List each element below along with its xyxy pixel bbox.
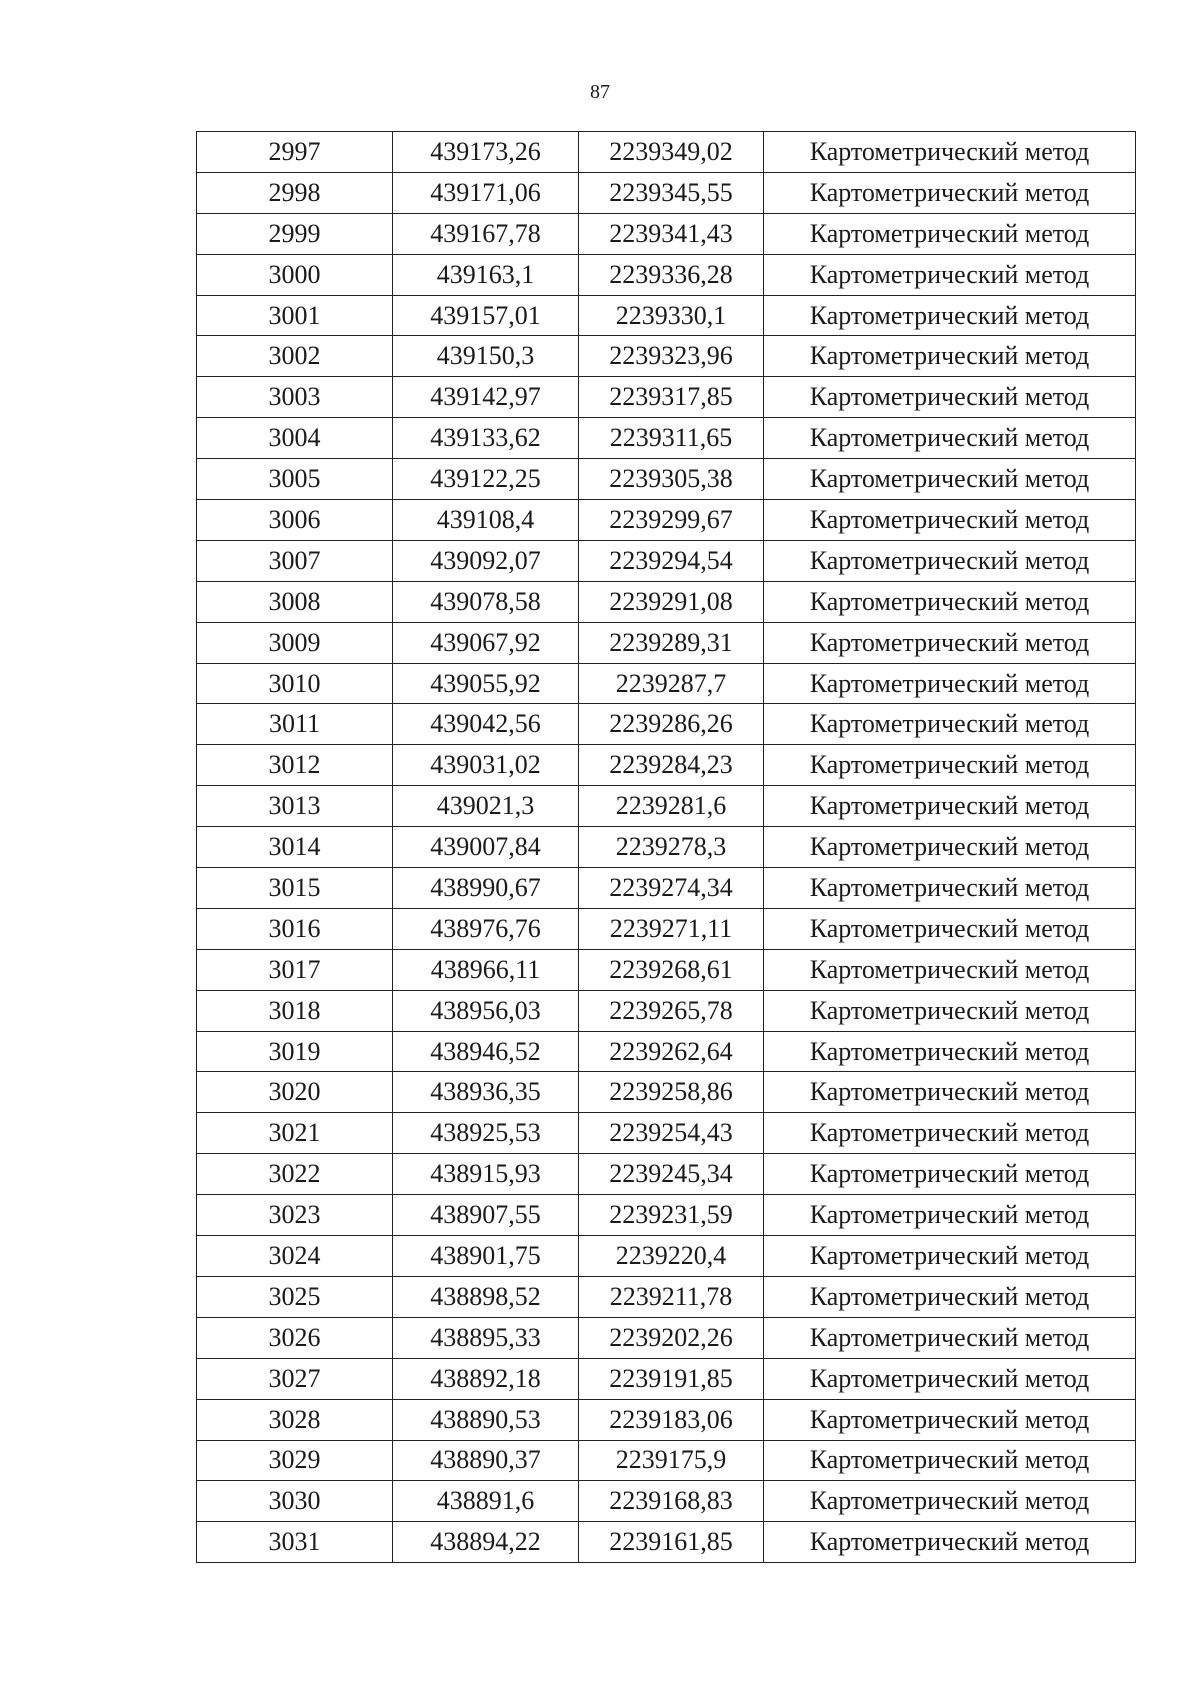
x-coordinate-cell: 439067,92 <box>393 622 579 663</box>
point-number-cell: 3016 <box>197 908 393 949</box>
point-number-cell: 3011 <box>197 704 393 745</box>
point-number-cell: 3020 <box>197 1072 393 1113</box>
method-cell: Картометрический метод <box>764 132 1136 173</box>
method-cell: Картометрический метод <box>764 663 1136 704</box>
x-coordinate-cell: 438892,18 <box>393 1358 579 1399</box>
x-coordinate-cell: 439133,62 <box>393 418 579 459</box>
y-coordinate-cell: 2239317,85 <box>579 377 764 418</box>
method-cell: Картометрический метод <box>764 622 1136 663</box>
x-coordinate-cell: 438976,76 <box>393 908 579 949</box>
y-coordinate-cell: 2239268,61 <box>579 949 764 990</box>
x-coordinate-cell: 438936,35 <box>393 1072 579 1113</box>
point-number-cell: 3013 <box>197 786 393 827</box>
y-coordinate-cell: 2239183,06 <box>579 1399 764 1440</box>
x-coordinate-cell: 438898,52 <box>393 1276 579 1317</box>
x-coordinate-cell: 438966,11 <box>393 949 579 990</box>
method-cell: Картометрический метод <box>764 500 1136 541</box>
y-coordinate-cell: 2239175,9 <box>579 1440 764 1481</box>
point-number-cell: 3022 <box>197 1154 393 1195</box>
y-coordinate-cell: 2239245,34 <box>579 1154 764 1195</box>
point-number-cell: 3006 <box>197 500 393 541</box>
y-coordinate-cell: 2239191,85 <box>579 1358 764 1399</box>
method-cell: Картометрический метод <box>764 1154 1136 1195</box>
table-row <box>197 1440 1136 1481</box>
x-coordinate-cell: 439150,3 <box>393 336 579 377</box>
point-number-cell: 3029 <box>197 1440 393 1481</box>
x-coordinate-cell: 438990,67 <box>393 868 579 909</box>
coordinates-table <box>196 131 1136 1563</box>
y-coordinate-cell: 2239202,26 <box>579 1317 764 1358</box>
method-cell: Картометрический метод <box>764 336 1136 377</box>
x-coordinate-cell: 438901,75 <box>393 1236 579 1277</box>
table-row <box>197 1195 1136 1236</box>
table-row <box>197 1399 1136 1440</box>
x-coordinate-cell: 439173,26 <box>393 132 579 173</box>
table-row <box>197 704 1136 745</box>
coordinates-table-body <box>197 132 1136 1563</box>
method-cell: Картометрический метод <box>764 1522 1136 1563</box>
x-coordinate-cell: 439142,97 <box>393 377 579 418</box>
method-cell: Картометрический метод <box>764 254 1136 295</box>
table-row <box>197 663 1136 704</box>
table-row <box>197 1317 1136 1358</box>
point-number-cell: 3018 <box>197 990 393 1031</box>
y-coordinate-cell: 2239161,85 <box>579 1522 764 1563</box>
table-row <box>197 949 1136 990</box>
point-number-cell: 3017 <box>197 949 393 990</box>
method-cell: Картометрический метод <box>764 540 1136 581</box>
method-cell: Картометрический метод <box>764 868 1136 909</box>
method-cell: Картометрический метод <box>764 459 1136 500</box>
point-number-cell: 3031 <box>197 1522 393 1563</box>
method-cell: Картометрический метод <box>764 295 1136 336</box>
x-coordinate-cell: 439078,58 <box>393 581 579 622</box>
method-cell: Картометрический метод <box>764 1317 1136 1358</box>
y-coordinate-cell: 2239341,43 <box>579 213 764 254</box>
x-coordinate-cell: 438915,93 <box>393 1154 579 1195</box>
method-cell: Картометрический метод <box>764 1072 1136 1113</box>
y-coordinate-cell: 2239168,83 <box>579 1481 764 1522</box>
method-cell: Картометрический метод <box>764 786 1136 827</box>
table-row <box>197 336 1136 377</box>
x-coordinate-cell: 438946,52 <box>393 1031 579 1072</box>
point-number-cell: 3002 <box>197 336 393 377</box>
point-number-cell: 3000 <box>197 254 393 295</box>
x-coordinate-cell: 439042,56 <box>393 704 579 745</box>
table-row <box>197 132 1136 173</box>
method-cell: Картометрический метод <box>764 908 1136 949</box>
method-cell: Картометрический метод <box>764 704 1136 745</box>
point-number-cell: 2997 <box>197 132 393 173</box>
x-coordinate-cell: 439092,07 <box>393 540 579 581</box>
y-coordinate-cell: 2239299,67 <box>579 500 764 541</box>
table-row <box>197 745 1136 786</box>
table-row <box>197 254 1136 295</box>
point-number-cell: 3001 <box>197 295 393 336</box>
table-row <box>197 908 1136 949</box>
y-coordinate-cell: 2239271,11 <box>579 908 764 949</box>
method-cell: Картометрический метод <box>764 1276 1136 1317</box>
y-coordinate-cell: 2239289,31 <box>579 622 764 663</box>
x-coordinate-cell: 438890,37 <box>393 1440 579 1481</box>
method-cell: Картометрический метод <box>764 418 1136 459</box>
table-row <box>197 1113 1136 1154</box>
x-coordinate-cell: 438907,55 <box>393 1195 579 1236</box>
y-coordinate-cell: 2239254,43 <box>579 1113 764 1154</box>
table-row <box>197 377 1136 418</box>
y-coordinate-cell: 2239286,26 <box>579 704 764 745</box>
table-row <box>197 786 1136 827</box>
table-row <box>197 540 1136 581</box>
table-row <box>197 1236 1136 1277</box>
y-coordinate-cell: 2239305,38 <box>579 459 764 500</box>
table-row <box>197 213 1136 254</box>
point-number-cell: 2998 <box>197 172 393 213</box>
point-number-cell: 3012 <box>197 745 393 786</box>
method-cell: Картометрический метод <box>764 949 1136 990</box>
x-coordinate-cell: 438956,03 <box>393 990 579 1031</box>
x-coordinate-cell: 439007,84 <box>393 827 579 868</box>
point-number-cell: 3008 <box>197 581 393 622</box>
x-coordinate-cell: 439122,25 <box>393 459 579 500</box>
x-coordinate-cell: 439171,06 <box>393 172 579 213</box>
method-cell: Картометрический метод <box>764 581 1136 622</box>
x-coordinate-cell: 439055,92 <box>393 663 579 704</box>
table-row <box>197 1522 1136 1563</box>
y-coordinate-cell: 2239345,55 <box>579 172 764 213</box>
table-row <box>197 1154 1136 1195</box>
table-row <box>197 500 1136 541</box>
method-cell: Картометрический метод <box>764 1358 1136 1399</box>
y-coordinate-cell: 2239211,78 <box>579 1276 764 1317</box>
method-cell: Картометрический метод <box>764 1399 1136 1440</box>
table-row <box>197 172 1136 213</box>
y-coordinate-cell: 2239284,23 <box>579 745 764 786</box>
y-coordinate-cell: 2239336,28 <box>579 254 764 295</box>
method-cell: Картометрический метод <box>764 1113 1136 1154</box>
point-number-cell: 3025 <box>197 1276 393 1317</box>
table-row <box>197 459 1136 500</box>
point-number-cell: 3007 <box>197 540 393 581</box>
point-number-cell: 3015 <box>197 868 393 909</box>
table-row <box>197 418 1136 459</box>
point-number-cell: 3026 <box>197 1317 393 1358</box>
table-row <box>197 1276 1136 1317</box>
point-number-cell: 3027 <box>197 1358 393 1399</box>
y-coordinate-cell: 2239311,65 <box>579 418 764 459</box>
table-row <box>197 1358 1136 1399</box>
table-row <box>197 581 1136 622</box>
point-number-cell: 2999 <box>197 213 393 254</box>
point-number-cell: 3014 <box>197 827 393 868</box>
method-cell: Картометрический метод <box>764 213 1136 254</box>
point-number-cell: 3010 <box>197 663 393 704</box>
point-number-cell: 3030 <box>197 1481 393 1522</box>
point-number-cell: 3028 <box>197 1399 393 1440</box>
table-row <box>197 295 1136 336</box>
table-row <box>197 868 1136 909</box>
x-coordinate-cell: 439031,02 <box>393 745 579 786</box>
y-coordinate-cell: 2239231,59 <box>579 1195 764 1236</box>
table-row <box>197 827 1136 868</box>
method-cell: Картометрический метод <box>764 990 1136 1031</box>
point-number-cell: 3024 <box>197 1236 393 1277</box>
method-cell: Картометрический метод <box>764 172 1136 213</box>
point-number-cell: 3021 <box>197 1113 393 1154</box>
y-coordinate-cell: 2239265,78 <box>579 990 764 1031</box>
method-cell: Картометрический метод <box>764 827 1136 868</box>
table-row <box>197 1072 1136 1113</box>
table-row <box>197 622 1136 663</box>
table-row <box>197 990 1136 1031</box>
x-coordinate-cell: 439021,3 <box>393 786 579 827</box>
point-number-cell: 3004 <box>197 418 393 459</box>
method-cell: Картометрический метод <box>764 1440 1136 1481</box>
x-coordinate-cell: 438891,6 <box>393 1481 579 1522</box>
method-cell: Картометрический метод <box>764 1481 1136 1522</box>
y-coordinate-cell: 2239220,4 <box>579 1236 764 1277</box>
y-coordinate-cell: 2239291,08 <box>579 581 764 622</box>
y-coordinate-cell: 2239287,7 <box>579 663 764 704</box>
x-coordinate-cell: 439157,01 <box>393 295 579 336</box>
y-coordinate-cell: 2239262,64 <box>579 1031 764 1072</box>
y-coordinate-cell: 2239349,02 <box>579 132 764 173</box>
y-coordinate-cell: 2239330,1 <box>579 295 764 336</box>
y-coordinate-cell: 2239281,6 <box>579 786 764 827</box>
method-cell: Картометрический метод <box>764 745 1136 786</box>
method-cell: Картометрический метод <box>764 1236 1136 1277</box>
x-coordinate-cell: 439108,4 <box>393 500 579 541</box>
x-coordinate-cell: 439167,78 <box>393 213 579 254</box>
point-number-cell: 3003 <box>197 377 393 418</box>
y-coordinate-cell: 2239258,86 <box>579 1072 764 1113</box>
y-coordinate-cell: 2239323,96 <box>579 336 764 377</box>
x-coordinate-cell: 438895,33 <box>393 1317 579 1358</box>
x-coordinate-cell: 438894,22 <box>393 1522 579 1563</box>
x-coordinate-cell: 439163,1 <box>393 254 579 295</box>
method-cell: Картометрический метод <box>764 1195 1136 1236</box>
table-row <box>197 1481 1136 1522</box>
y-coordinate-cell: 2239278,3 <box>579 827 764 868</box>
point-number-cell: 3005 <box>197 459 393 500</box>
x-coordinate-cell: 438890,53 <box>393 1399 579 1440</box>
point-number-cell: 3009 <box>197 622 393 663</box>
x-coordinate-cell: 438925,53 <box>393 1113 579 1154</box>
table-row <box>197 1031 1136 1072</box>
y-coordinate-cell: 2239274,34 <box>579 868 764 909</box>
method-cell: Картометрический метод <box>764 1031 1136 1072</box>
method-cell: Картометрический метод <box>764 377 1136 418</box>
page-number: 87 <box>590 81 610 103</box>
point-number-cell: 3023 <box>197 1195 393 1236</box>
point-number-cell: 3019 <box>197 1031 393 1072</box>
y-coordinate-cell: 2239294,54 <box>579 540 764 581</box>
